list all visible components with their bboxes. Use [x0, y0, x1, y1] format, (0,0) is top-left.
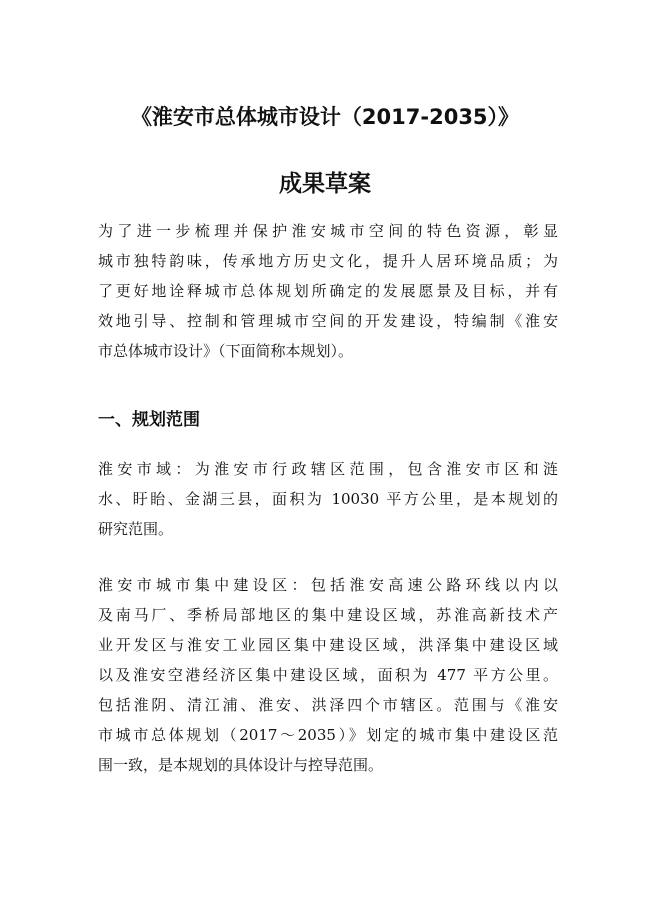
intro-line: 城市独特韵味，传承地方历史文化，提升人居环境品质；为 — [98, 252, 558, 270]
paragraph-line: 包括淮阴、清江浦、淮安、洪泽四个市辖区。范围与《淮安 — [98, 696, 558, 714]
intro-paragraph — [98, 216, 558, 366]
paragraph-line: 围一致，是本规划的具体设计与控导范围。 — [98, 756, 384, 774]
paragraph-line: 研究范围。 — [98, 520, 174, 538]
paragraph-line: 淮安市域：为淮安市行政辖区范围，包含淮安市区和涟 — [98, 460, 558, 478]
document-title: 《淮安市总体城市设计（2017-2035）》 — [130, 105, 520, 129]
section-heading: 一、规划范围 — [98, 410, 200, 430]
paragraph-line: 业开发区与淮安工业园区集中建设区域，洪泽集中建设区域 — [98, 636, 558, 654]
scope-paragraph-city-domain — [98, 454, 558, 544]
paragraph-line: 以及淮安空港经济区集中建设区域，面积为 477 平方公里。 — [98, 666, 558, 684]
intro-line: 为了进一步梳理并保护淮安城市空间的特色资源，彰显 — [98, 222, 558, 240]
scope-paragraph-central-area — [98, 570, 558, 780]
intro-line: 效地引导、控制和管理城市空间的开发建设，特编制《淮安 — [98, 312, 558, 330]
paragraph-line: 淮安市城市集中建设区：包括淮安高速公路环线以内以 — [98, 576, 558, 594]
document-subtitle: 成果草案 — [279, 171, 371, 197]
intro-line: 了更好地诠释城市总体规划所确定的发展愿景及目标，并有 — [98, 282, 558, 300]
intro-line: 市总体城市设计》（下面简称本规划）。 — [98, 342, 354, 360]
paragraph-line: 水、盱眙、金湖三县，面积为 10030 平方公里，是本规划的 — [98, 490, 558, 508]
paragraph-line: 及南马厂、季桥局部地区的集中建设区域，苏淮高新技术产 — [98, 606, 558, 624]
paragraph-line: 市城市总体规划（2017～2035）》划定的城市集中建设区范 — [98, 726, 558, 744]
